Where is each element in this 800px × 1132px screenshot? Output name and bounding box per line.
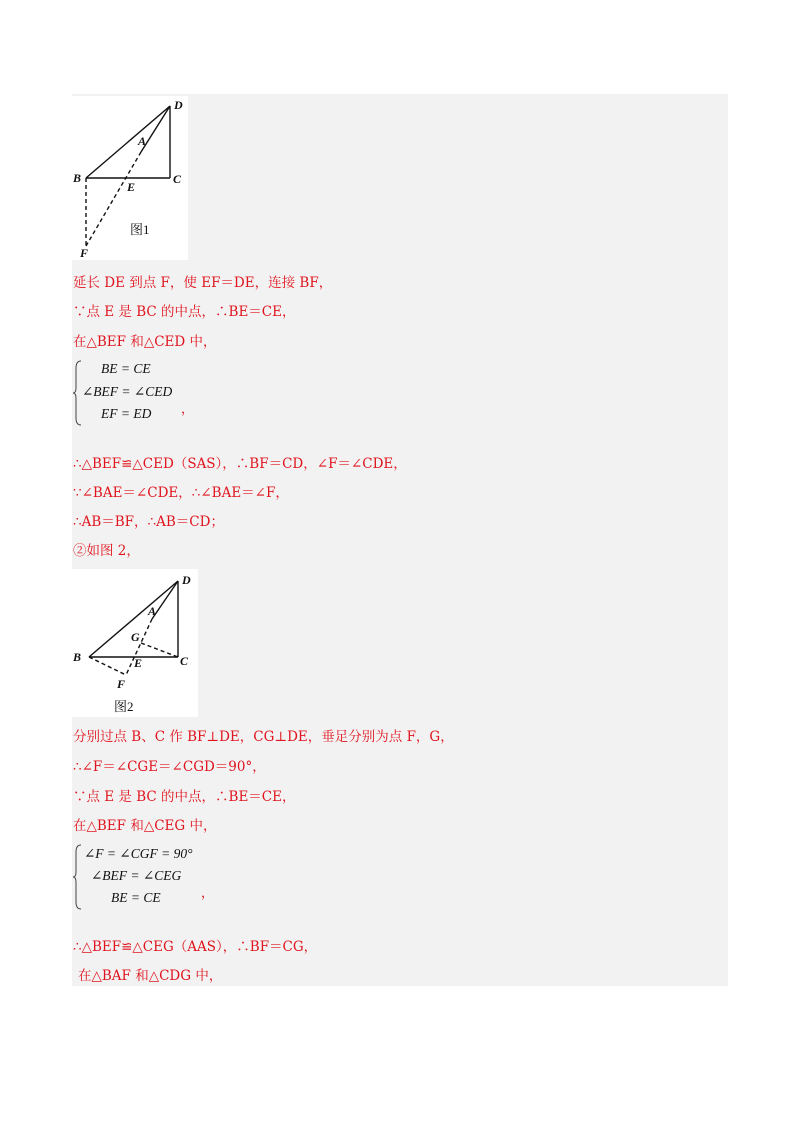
label-b: B xyxy=(73,650,82,664)
proof2-line4: 在△BEF 和△CEG 中， xyxy=(73,818,217,834)
figure-2-caption: 图2 xyxy=(114,699,134,714)
figure-1-caption: 图1 xyxy=(130,222,150,237)
label-c: C xyxy=(173,172,182,186)
proof1-line1: 延长 DE 到点 F，使 EF＝DE，连接 BF， xyxy=(73,275,333,291)
proof1-line5: ∵∠BAE＝∠CDE，∴∠BAE＝∠F， xyxy=(73,485,289,501)
figure-1-diagram xyxy=(72,96,188,260)
proof1-line6: ∴AB＝BF，∴AB＝CD； xyxy=(73,514,224,530)
proof2-line3: ∵点 E 是 BC 的中点，∴BE＝CE， xyxy=(73,789,296,805)
label-c: C xyxy=(180,654,189,668)
system-1-comma: ， xyxy=(181,402,195,417)
label-f: F xyxy=(117,677,126,691)
system-2-row3: BE = CE xyxy=(111,890,161,905)
proof2-line6: 在△BAF 和△CDG 中， xyxy=(78,968,223,984)
label-f: F xyxy=(80,246,89,260)
proof1-line4: ∴△BEF≌△CED（SAS），∴BF＝CD，∠F＝∠CDE， xyxy=(73,456,407,472)
label-a: A xyxy=(148,604,157,618)
label-g: G xyxy=(131,630,140,644)
label-d: D xyxy=(182,573,191,587)
label-a: A xyxy=(138,134,147,148)
system-1-row2: ∠BEF = ∠CED xyxy=(82,384,173,399)
system-2-row2: ∠BEF = ∠CEG xyxy=(91,868,182,883)
label-e: E xyxy=(127,180,136,194)
proof1-line7: ②如图 2， xyxy=(73,543,140,559)
system-1-row3: EF = ED xyxy=(101,406,152,421)
label-b: B xyxy=(73,171,82,185)
figure-2 xyxy=(72,569,198,717)
label-d: D xyxy=(174,98,183,112)
proof1-line3: 在△BEF 和△CED 中， xyxy=(73,334,217,350)
system-1-row1: BE = CE xyxy=(101,361,151,376)
proof2-line1: 分别过点 B、C 作 BF⊥DE，CG⊥DE，垂足分别为点 F，G， xyxy=(73,729,454,745)
figure-1 xyxy=(72,96,188,260)
system-2-comma: ， xyxy=(201,886,215,901)
figure-2-diagram xyxy=(72,569,198,717)
brace-2 xyxy=(73,844,83,910)
label-e: E xyxy=(134,656,143,670)
system-2-row1: ∠F = ∠CGF = 90° xyxy=(84,846,193,861)
proof1-line2: ∵点 E 是 BC 的中点，∴BE＝CE， xyxy=(73,304,296,320)
proof2-line2: ∴∠F＝∠CGE＝∠CGD＝90°， xyxy=(73,759,266,775)
proof2-line5: ∴△BEF≌△CEG（AAS），∴BF＝CG， xyxy=(73,939,318,955)
